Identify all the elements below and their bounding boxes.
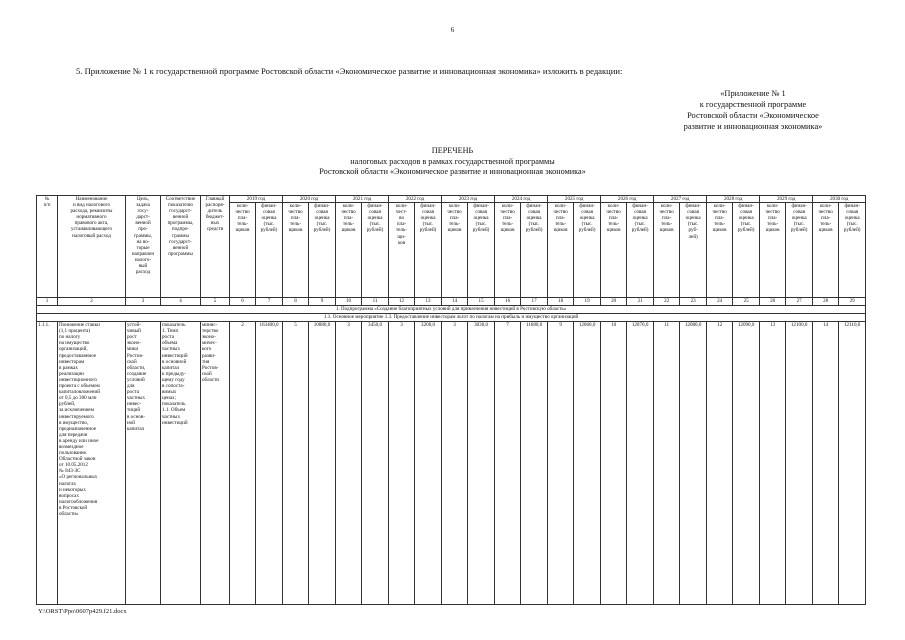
row-value: 12060,0 [574, 322, 601, 605]
page-number: 6 [450, 26, 455, 34]
column-number: 9 [309, 298, 336, 306]
header-goal: Цель, задача госу- дарст- венной про- граммы, на во- торые направлен налого- вый расход [126, 196, 161, 298]
column-number: 1 [37, 298, 58, 306]
header-taxpayers: коли- чество пла- тель- щиков [813, 203, 839, 298]
row-admin: минис- терство эконо- мичес- кого разви- тия Ростов- ской области [201, 322, 230, 605]
column-number: 7 [256, 298, 283, 306]
appendix-caption [653, 88, 853, 132]
column-number: 28 [813, 298, 839, 306]
column-number: 4 [161, 298, 201, 306]
row-name: Понижение ставки (1,1 процента) по налогу на имущество организаций, предоставляемое инвесторам в рамках реализации инвестиционного проекта с объемом капиталовложений от 0,5 до 300 млн рублей, за исключением инвестируемого в имущество, предназначенное для передачи в аренду или иное возмездное пользование. Областной закон от 10.05.2012 № 843-ЗС «О региональных налогах и некоторых вопросах налогообложения в Ростовской области» [58, 322, 126, 605]
column-number: 18 [548, 298, 574, 306]
column-number: 8 [283, 298, 309, 306]
row-value: 163400,0 [256, 322, 283, 605]
row-value: 12070,0 [627, 322, 654, 605]
table-row [37, 322, 866, 605]
header-year: 2027 год [654, 196, 707, 203]
row-value: 9 [548, 322, 574, 605]
header-fin-estimate: финан- совая оценка (тыс. рублей) [362, 203, 389, 298]
footer-file-path: Y:\ORST\Ppo\0607p429.f21.docx [38, 608, 127, 615]
column-number: 15 [468, 298, 495, 306]
header-year: 2030 год [813, 196, 866, 203]
header-taxpayers: коли- чество пла- тель- щиков [230, 203, 256, 298]
row-value: 10880,0 [309, 322, 336, 605]
row-value: 2 [230, 322, 256, 605]
column-number: 20 [601, 298, 627, 306]
row-value: 7 [495, 322, 521, 605]
appendix-line: к государственной программе [699, 100, 807, 109]
row-value: 12 [707, 322, 733, 605]
header-year: 2020 год [283, 196, 336, 203]
row-value: 10 [601, 322, 627, 605]
row-value: 12110,0 [839, 322, 866, 605]
row-value: 14 [813, 322, 839, 605]
row-value: 3 [389, 322, 415, 605]
title-line: Ростовской области «Экономическое развитие и инновационная экономика» [319, 167, 586, 176]
row-value: 3 [442, 322, 468, 605]
header-year: 2029 год [760, 196, 813, 203]
header-fin-estimate: финан- совая оценка (тыс. рублей) [574, 203, 601, 298]
column-number: 16 [495, 298, 521, 306]
column-number-row [37, 298, 866, 306]
column-number: 23 [680, 298, 707, 306]
measure-row: 1.1. Основное мероприятие 1.3. Предоставление инвесторам льгот по налогам на прибыль и имущество организаций [37, 314, 866, 322]
header-taxpayers: коли- чество пла- тель- щиков [760, 203, 786, 298]
header-admin: Главный распоря- дитель бюджет- ных средств [201, 196, 230, 298]
header-year: 2023 год [442, 196, 495, 203]
column-number: 29 [839, 298, 866, 306]
column-number: 3 [126, 298, 161, 306]
column-number: 21 [627, 298, 654, 306]
header-taxpayers: коли- чество пла- тель- щиков [654, 203, 680, 298]
header-fin-estimate: финан- совая оценка (тыс. рублей) [786, 203, 813, 298]
column-number: 24 [707, 298, 733, 306]
appendix-line: развитие и инновационная экономика» [683, 122, 823, 131]
header-taxpayers: коли- чество пла- тель- щиков [548, 203, 574, 298]
row-value: 11 [654, 322, 680, 605]
header-year: 2024 год [495, 196, 548, 203]
row-number: 1.1.1. [37, 322, 58, 605]
column-number: 26 [760, 298, 786, 306]
header-fin-estimate: финан- совая оценка (тыс. рублей) [256, 203, 283, 298]
header-taxpayers: коли- чество пла- тель- щиков [283, 203, 309, 298]
header-year: 2026 год [601, 196, 654, 203]
column-number: 17 [521, 298, 548, 306]
header-taxpayers: коли- чество пла- тель- щиков [707, 203, 733, 298]
row-value: 3 [336, 322, 362, 605]
header-fin-estimate: финан- совая оценка (тыс. рублей) [521, 203, 548, 298]
header-fin-estimate: финан- совая оценка (тыс. рублей) [309, 203, 336, 298]
column-number: 12 [389, 298, 415, 306]
header-indicator: Соответствие показателю государст- венной программы, подпро- граммы государст- венной программы [161, 196, 201, 298]
row-value: 12090,0 [733, 322, 760, 605]
header-taxpayers: коли- чест- во пла- тель- щи- ков [389, 203, 415, 298]
row-value: 12100,0 [786, 322, 813, 605]
column-number: 5 [201, 298, 230, 306]
row-value: 3030,0 [468, 322, 495, 605]
appendix-line: «Приложение № 1 [720, 89, 786, 98]
title-line: налоговых расходов в рамках государственной программы [350, 156, 555, 166]
row-indicator: показатель 1. Темп роста объема частных инвестиций в основной капитал к предыду- щему году в сопоста- вимых ценах; показатель 1.1. Объем частных инвестиций [161, 322, 201, 605]
row-value: 3200,0 [415, 322, 442, 605]
row-goal: устой- чивый рост эконо- мики Ростов- ской области, создание условий для роста частных инвес- тиций в основ- ной капитал [126, 322, 161, 605]
header-fin-estimate: финан- совая оценка (тыс. рублей) [839, 203, 866, 298]
document-title [0, 146, 905, 178]
header-year: 2021 год [336, 196, 389, 203]
column-number: 11 [362, 298, 389, 306]
header-taxpayers: коли- чество пла- тель- щиков [601, 203, 627, 298]
row-value: 5 [283, 322, 309, 605]
tax-expenditure-table [36, 195, 866, 605]
header-fin-estimate: финан- совая оценка (тыс. рублей) [415, 203, 442, 298]
appendix-line: Ростовской области «Экономическое [687, 111, 819, 120]
column-number: 14 [442, 298, 468, 306]
header-fin-estimate: финан- совая оценка (тыс. рублей) [468, 203, 495, 298]
header-name: Наименование и вид налогового расхода, реквизиты нормативного правового акта, устанавливающего налоговый расход [58, 196, 126, 298]
header-taxpayers: коли- чество пла- тель- щиков [336, 203, 362, 298]
intro-paragraph: 5. Приложение № 1 к государственной программе Ростовской области «Экономическое развитие и инновационная экономика» изложить в редакции: [76, 66, 623, 76]
header-num: № п/п [37, 196, 58, 298]
row-value: 3450,0 [362, 322, 389, 605]
subprogram-row: 1. Подпрограмма «Создание благоприятных условий для привлечения инвестиций в Ростовскую область» [37, 306, 866, 314]
header-fin-estimate: финан- совая оценка (тыс. рублей) [627, 203, 654, 298]
column-number: 10 [336, 298, 362, 306]
header-year: 2025 год [548, 196, 601, 203]
column-number: 6 [230, 298, 256, 306]
column-number: 27 [786, 298, 813, 306]
row-value: 11680,0 [521, 322, 548, 605]
column-number: 2 [58, 298, 126, 306]
header-year: 2019 год [230, 196, 283, 203]
header-year: 2028 год [707, 196, 760, 203]
title-line: ПЕРЕЧЕНЬ [431, 146, 474, 155]
column-number: 13 [415, 298, 442, 306]
header-taxpayers: коли- чество пла- тель- щиков [495, 203, 521, 298]
row-value: 12080,0 [680, 322, 707, 605]
column-number: 25 [733, 298, 760, 306]
header-year: 2022 год [389, 196, 442, 203]
header-taxpayers: коли- чество пла- тель- щиков [442, 203, 468, 298]
header-fin-estimate: финан- совая оценка (тыс. рублей) [733, 203, 760, 298]
row-value: 13 [760, 322, 786, 605]
column-number: 22 [654, 298, 680, 306]
header-fin-estimate: финан- совая оценка (тыс. руб- лей) [680, 203, 707, 298]
column-number: 19 [574, 298, 601, 306]
